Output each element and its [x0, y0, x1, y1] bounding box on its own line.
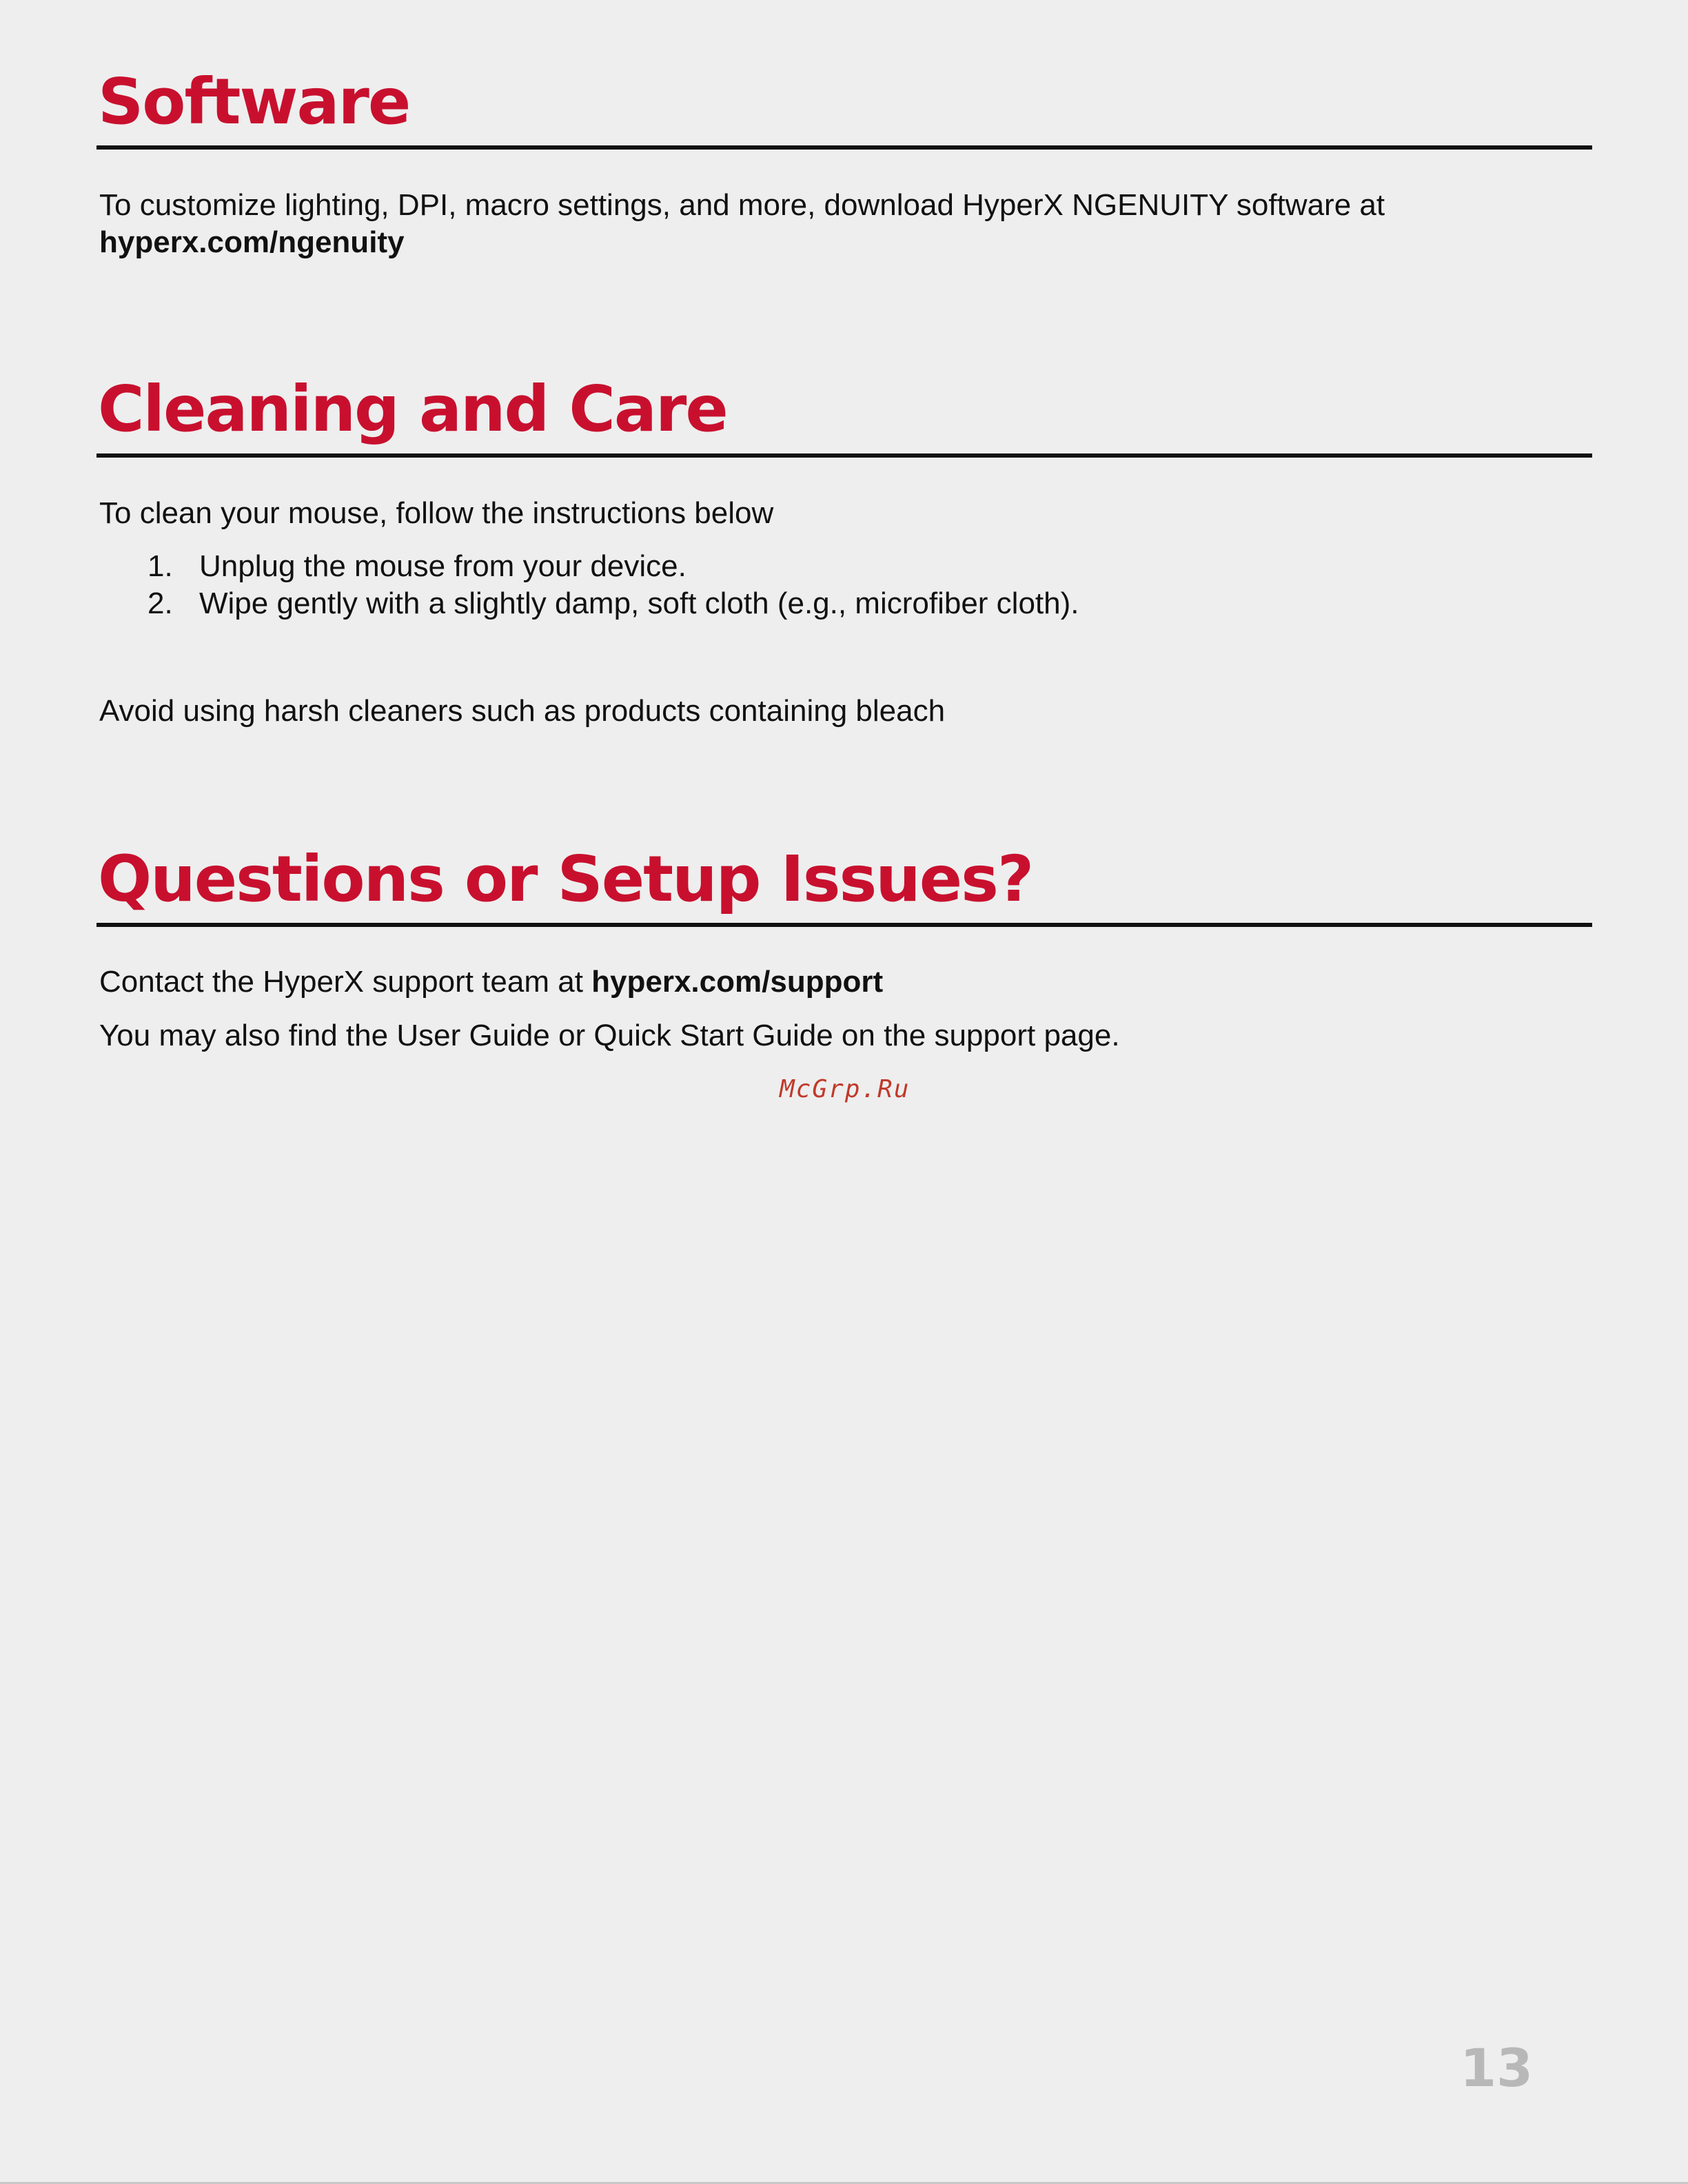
support-heading: Questions or Setup Issues? [98, 842, 1033, 916]
step-text: Wipe gently with a slightly damp, soft cloth (e.g., microfiber cloth). [199, 586, 1079, 620]
support-contact-prefix: Contact the HyperX support team at [99, 965, 592, 999]
cleaning-intro: To clean your mouse, follow the instructions below [99, 496, 774, 530]
watermark: McGrp.Ru [780, 1075, 911, 1103]
support-guide-text: You may also find the User Guide or Quick Start Guide on the support page. [99, 1019, 1120, 1052]
ngenuity-link[interactable]: hyperx.com/ngenuity [99, 225, 405, 259]
support-link[interactable]: hyperx.com/support [591, 965, 884, 999]
software-divider [96, 145, 1592, 150]
support-divider [96, 923, 1592, 927]
cleaning-divider [96, 453, 1592, 458]
support-contact [99, 967, 883, 997]
page-number: 13 [1460, 2037, 1533, 2099]
cleaning-warning: Avoid using harsh cleaners such as products containing bleach [99, 694, 946, 728]
step-number: 2. [148, 586, 173, 620]
software-heading: Software [98, 65, 410, 139]
software-text: To customize lighting, DPI, macro settings, and more, download HyperX NGENUITY software at [99, 188, 1385, 222]
step-text: Unplug the mouse from your device. [199, 549, 687, 583]
step-number: 1. [148, 549, 173, 583]
cleaning-heading: Cleaning and Care [98, 372, 727, 446]
